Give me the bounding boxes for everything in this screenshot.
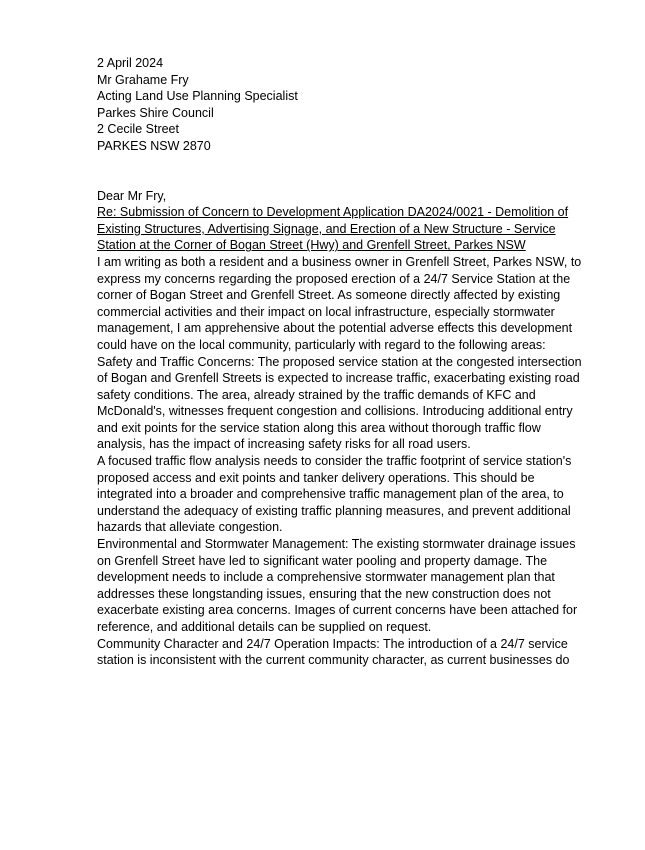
recipient-address [97,72,592,155]
recipient-city: PARKES NSW 2870 [97,138,211,153]
intro-paragraph: I am writing as both a resident and a business owner in Grenfell Street, Parkes NSW, to express my concerns regarding the proposed erection of a 24/7 Service Station at the corner of Bogan Street and Grenfell Street. As someone directly affected by existing commercial activities and their impact on local infrastructure, especially stormwater management, I am apprehensive about the potential adverse effects this development could have on the local community, particularly with regard to the following areas: [97,254,582,352]
recipient-title: Acting Land Use Planning Specialist [97,89,298,104]
recipient-name: Mr Grahame Fry [97,72,189,87]
salutation: Dear Mr Fry, [97,188,167,203]
letter-body [97,55,592,669]
safety-paragraph: Safety and Traffic Concerns: The proposed service station at the congested intersection of Bogan and Grenfell Streets is expected to increase traffic, exacerbating existing road safety conditions. The area, already strained by the traffic demands of KFC and McDonald's, witnesses frequent congestion and collisions. Introducing additional entry and exit points for the service station along this area without thorough traffic flow analysis, has the impact of increasing safety risks for all road users. [97,354,582,452]
recipient-street: 2 Cecile Street [97,122,179,137]
stormwater-paragraph: Environmental and Stormwater Management: The existing stormwater drainage issues on Grenfell Street have led to significant water pooling and property damage. The development needs to include a comprehensive stormwater management plan that addresses these longstanding issues, ensuring that the new construction does not exacerbate existing area concerns. Images of current concerns have been attached for reference, and additional details can be supplied on request. [97,537,578,634]
traffic-analysis-paragraph: A focused traffic flow analysis needs to consider the traffic footprint of service station's proposed access and exit points and tanker delivery operations. This should be integrated into a broader and comprehensive traffic management plan of the area, to understand the adequacy of existing traffic planning measures, and prevent additional hazards that alleviate congestion. [97,454,572,535]
subject-line: Re: Submission of Concern to Development Application DA2024/0021 - Demolition of Existing Structures, Advertising Signage, and Erection of a New Structure - Service Station at the Corner of Bogan Street (Hwy) and Grenfell Street, Parkes NSW [97,205,569,253]
recipient-organisation: Parkes Shire Council [97,105,214,120]
letter-date: 2 April 2024 [97,56,164,70]
community-paragraph: Community Character and 24/7 Operation Impacts: The introduction of a 24/7 service station is inconsistent with the current community character, as current businesses do [97,636,570,668]
